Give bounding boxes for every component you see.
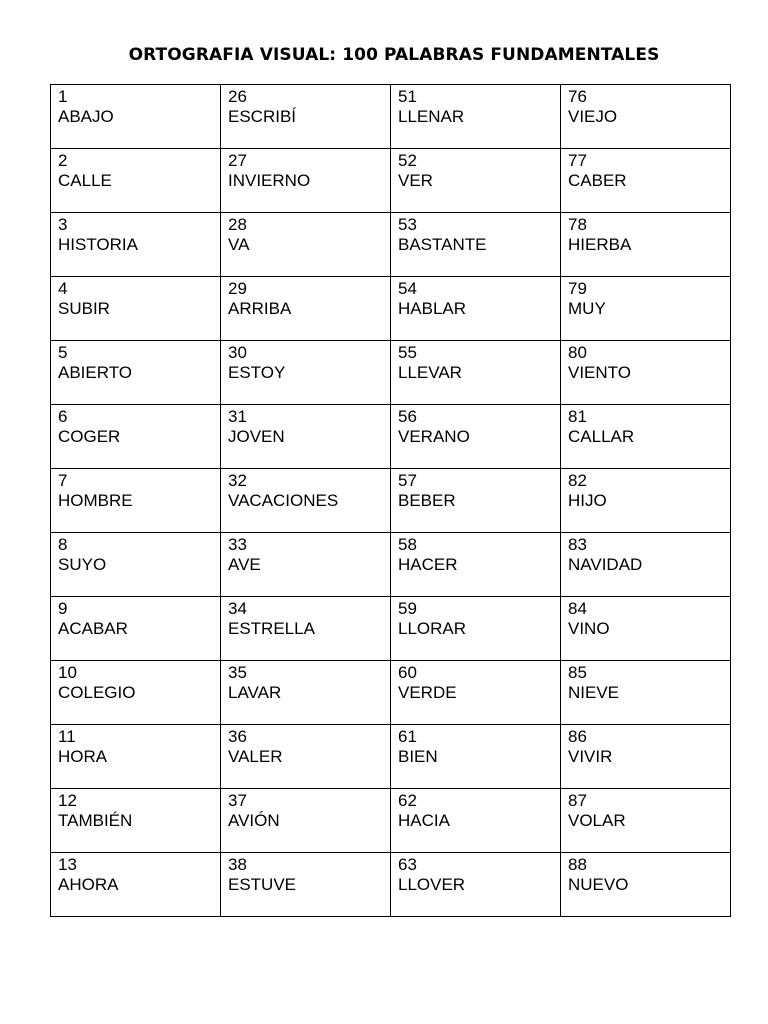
word-cell (391, 789, 561, 853)
word-cell (221, 277, 391, 341)
word-number: 84 (568, 599, 587, 618)
word-text: COGER (58, 427, 121, 446)
word-cell (391, 149, 561, 213)
page-title: ORTOGRAFIA VISUAL: 100 PALABRAS FUNDAMENTALES (128, 45, 660, 65)
word-number: 30 (228, 343, 247, 362)
word-number: 77 (568, 151, 587, 170)
word-cell (51, 533, 221, 597)
word-number: 38 (228, 855, 247, 874)
word-number: 27 (228, 151, 247, 170)
word-cell (221, 789, 391, 853)
word-cell (561, 853, 731, 917)
word-number: 12 (58, 791, 77, 810)
word-number: 5 (58, 343, 68, 362)
word-number: 32 (228, 471, 247, 490)
word-text: NIEVE (568, 683, 620, 702)
table-row (51, 469, 731, 533)
word-number: 37 (228, 791, 247, 810)
word-cell (221, 725, 391, 789)
word-number: 13 (58, 855, 77, 874)
word-text: SUBIR (58, 299, 110, 318)
word-text: AVIÓN (228, 811, 280, 830)
word-text: ABAJO (58, 107, 114, 126)
word-text: VA (228, 235, 250, 254)
word-text: ESCRIBÍ (228, 107, 297, 126)
word-cell (221, 341, 391, 405)
word-number: 57 (398, 471, 417, 490)
table-row (51, 85, 731, 149)
word-number: 2 (58, 151, 68, 170)
word-text: HIJO (568, 491, 607, 510)
word-cell (221, 533, 391, 597)
word-cell (51, 661, 221, 725)
word-text: HACER (398, 555, 458, 574)
word-cell (561, 533, 731, 597)
word-cell (51, 85, 221, 149)
word-cell (51, 213, 221, 277)
word-text: INVIERNO (228, 171, 311, 190)
word-cell (561, 469, 731, 533)
word-number: 26 (228, 87, 247, 106)
word-cell (391, 405, 561, 469)
word-text: VALER (228, 747, 283, 766)
word-cell (391, 853, 561, 917)
word-number: 36 (228, 727, 247, 746)
word-text: COLEGIO (58, 683, 136, 702)
word-cell (561, 149, 731, 213)
word-number: 83 (568, 535, 587, 554)
word-cell (51, 725, 221, 789)
word-cell (391, 533, 561, 597)
word-cell (221, 469, 391, 533)
table-row (51, 853, 731, 917)
word-cell (391, 341, 561, 405)
word-number: 76 (568, 87, 587, 106)
table-row (51, 149, 731, 213)
word-cell (51, 469, 221, 533)
table-row (51, 789, 731, 853)
word-cell (51, 405, 221, 469)
word-text: LLORAR (398, 619, 467, 638)
word-text: VERDE (398, 683, 457, 702)
word-cell (391, 725, 561, 789)
word-text: VER (398, 171, 433, 190)
word-cell (51, 853, 221, 917)
word-number: 81 (568, 407, 587, 426)
word-text: VINO (568, 619, 610, 638)
word-cell (561, 789, 731, 853)
word-number: 51 (398, 87, 417, 106)
word-number: 79 (568, 279, 587, 298)
word-number: 11 (58, 727, 76, 746)
word-text: VIEJO (568, 107, 618, 126)
word-table-body (51, 85, 731, 917)
word-number: 85 (568, 663, 587, 682)
word-number: 10 (58, 663, 77, 682)
word-text: VIVIR (568, 747, 613, 766)
word-text: VERANO (398, 427, 470, 446)
word-number: 28 (228, 215, 247, 234)
table-row (51, 661, 731, 725)
word-number: 35 (228, 663, 247, 682)
word-number: 53 (398, 215, 417, 234)
word-number: 4 (58, 279, 68, 298)
word-number: 60 (398, 663, 417, 682)
table-row (51, 533, 731, 597)
word-cell (51, 789, 221, 853)
word-text: ARRIBA (228, 299, 292, 318)
word-number: 1 (58, 87, 68, 106)
word-number: 82 (568, 471, 587, 490)
word-cell (221, 661, 391, 725)
word-number: 62 (398, 791, 417, 810)
word-cell (561, 85, 731, 149)
word-number: 6 (58, 407, 68, 426)
word-cell (51, 597, 221, 661)
word-cell (51, 341, 221, 405)
word-text: ACABAR (58, 619, 128, 638)
word-text: ESTRELLA (228, 619, 315, 638)
table-row (51, 405, 731, 469)
word-text: SUYO (58, 555, 107, 574)
word-cell (51, 149, 221, 213)
word-text: JOVEN (228, 427, 285, 446)
word-number: 58 (398, 535, 417, 554)
word-number: 86 (568, 727, 587, 746)
word-text: VACACIONES (228, 491, 339, 510)
word-text: TAMBIÉN (58, 811, 133, 830)
word-text: ESTOY (228, 363, 286, 382)
word-number: 55 (398, 343, 417, 362)
word-text: HORA (58, 747, 108, 766)
word-text: HIERBA (568, 235, 632, 254)
word-cell (221, 597, 391, 661)
word-number: 3 (58, 215, 68, 234)
word-number: 80 (568, 343, 587, 362)
word-text: LLOVER (398, 875, 466, 894)
word-number: 54 (398, 279, 417, 298)
word-text: CABER (568, 171, 627, 190)
table-row (51, 725, 731, 789)
word-text: ABIERTO (58, 363, 133, 382)
word-number: 29 (228, 279, 247, 298)
word-cell (221, 149, 391, 213)
word-text: HABLAR (398, 299, 467, 318)
word-cell (221, 853, 391, 917)
word-cell (561, 213, 731, 277)
word-text: HOMBRE (58, 491, 133, 510)
word-text: CALLE (58, 171, 112, 190)
word-text: MUY (568, 299, 606, 318)
table-row (51, 597, 731, 661)
word-text: CALLAR (568, 427, 635, 446)
word-number: 52 (398, 151, 417, 170)
word-number: 8 (58, 535, 68, 554)
word-text: LAVAR (228, 683, 282, 702)
word-number: 56 (398, 407, 417, 426)
word-cell (561, 341, 731, 405)
word-number: 78 (568, 215, 587, 234)
word-cell (391, 597, 561, 661)
word-text: LLENAR (398, 107, 465, 126)
word-cell (391, 213, 561, 277)
word-table (50, 84, 731, 917)
word-cell (391, 85, 561, 149)
table-row (51, 341, 731, 405)
word-number: 9 (58, 599, 68, 618)
word-text: VIENTO (568, 363, 631, 382)
word-cell (561, 725, 731, 789)
word-text: BIEN (398, 747, 438, 766)
word-cell (561, 277, 731, 341)
word-number: 34 (228, 599, 247, 618)
word-cell (391, 469, 561, 533)
word-text: HISTORIA (58, 235, 138, 254)
word-text: BASTANTE (398, 235, 487, 254)
word-number: 61 (398, 727, 417, 746)
word-number: 59 (398, 599, 417, 618)
word-cell (51, 277, 221, 341)
word-cell (221, 405, 391, 469)
word-cell (561, 661, 731, 725)
word-cell (391, 277, 561, 341)
word-text: VOLAR (568, 811, 626, 830)
word-number: 7 (58, 471, 68, 490)
word-number: 87 (568, 791, 587, 810)
word-cell (391, 661, 561, 725)
word-text: HACIA (398, 811, 450, 830)
word-cell (221, 85, 391, 149)
word-text: NUEVO (568, 875, 629, 894)
word-text: LLEVAR (398, 363, 462, 382)
word-text: BEBER (398, 491, 456, 510)
word-text: NAVIDAD (568, 555, 643, 574)
word-text: ESTUVE (228, 875, 297, 894)
table-row (51, 213, 731, 277)
table-row (51, 277, 731, 341)
word-number: 88 (568, 855, 587, 874)
word-cell (221, 213, 391, 277)
word-number: 33 (228, 535, 247, 554)
word-text: AHORA (58, 875, 119, 894)
word-number: 31 (228, 407, 247, 426)
word-number: 63 (398, 855, 417, 874)
word-cell (561, 405, 731, 469)
word-cell (561, 597, 731, 661)
word-text: AVE (228, 555, 261, 574)
